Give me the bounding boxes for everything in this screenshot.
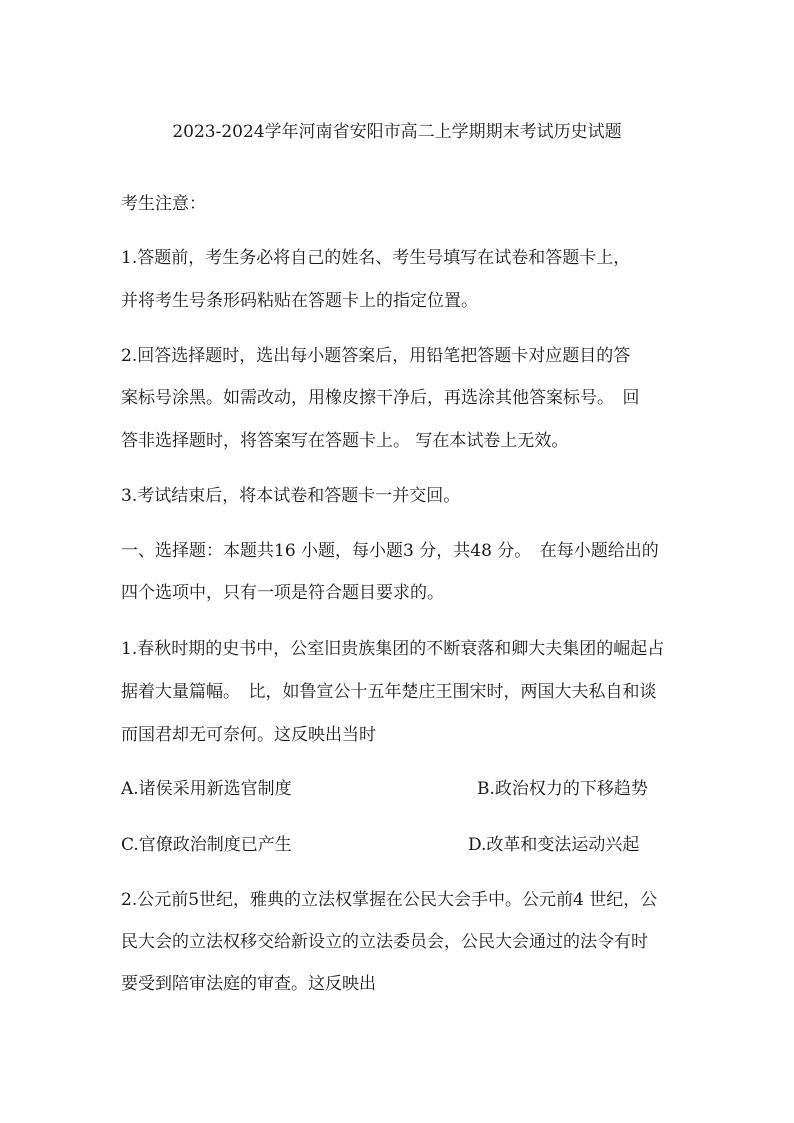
question-1-line-2: 据着大量篇幅。 比，如鲁宣公十五年楚庄王围宋时，两国大夫私自和谈 (121, 682, 657, 702)
question-2-line-2: 民大会的立法权移交给新设立的立法委员会，公民大会通过的法令有时 (121, 932, 648, 952)
notice-item-1-line-2: 并将考生号条形码粘贴在答题卡上的指定位置。 (121, 291, 478, 311)
question-1-option-b: B.政治权力的下移趋势 (477, 779, 648, 799)
notice-item-3-line-1: 3.考试结束后，将本试卷和答题卡一并交回。 (121, 486, 461, 506)
question-2-line-3: 要受到陪审法庭的审查。这反映出 (121, 974, 376, 994)
notice-item-2-line-3: 答非选择题时，将答案写在答题卡上。 写在本试卷上无效。 (121, 431, 569, 451)
section-heading-line-2: 四个选项中，只有一项是符合题目要求的。 (121, 583, 444, 603)
question-1-line-3: 而国君却无可奈何。这反映出当时 (121, 725, 376, 745)
question-1-option-c: C.官僚政治制度已产生 (121, 835, 292, 855)
notice-heading: 考生注意： (121, 194, 206, 214)
notice-item-2-line-1: 2.回答选择题时，选出每小题答案后，用铅笔把答题卡对应题目的答 (121, 346, 631, 366)
question-1-option-d: D.改革和变法运动兴起 (468, 835, 640, 855)
page-title: 2023-2024学年河南省安阳市高二上学期期末考试历史试题 (172, 122, 622, 142)
question-2-line-1: 2.公元前5世纪，雅典的立法权掌握在公民大会手中。公元前4 世纪，公 (121, 890, 658, 910)
question-1-line-1: 1.春秋时期的史书中，公室旧贵族集团的不断衰落和卿大夫集团的崛起占 (121, 639, 665, 659)
notice-item-2-line-2: 案标号涂黑。如需改动，用橡皮擦干净后，再选涂其他答案标号。 回 (121, 388, 640, 408)
section-heading-line-1: 一、选择题：本题共16 小题，每小题3 分，共48 分。 在每小题给出的 (121, 541, 659, 561)
notice-item-1-line-1: 1.答题前，考生务必将自己的姓名、考生号填写在试卷和答题卡上， (121, 248, 631, 268)
question-1-option-a: A.诸侯采用新选官制度 (121, 779, 292, 799)
